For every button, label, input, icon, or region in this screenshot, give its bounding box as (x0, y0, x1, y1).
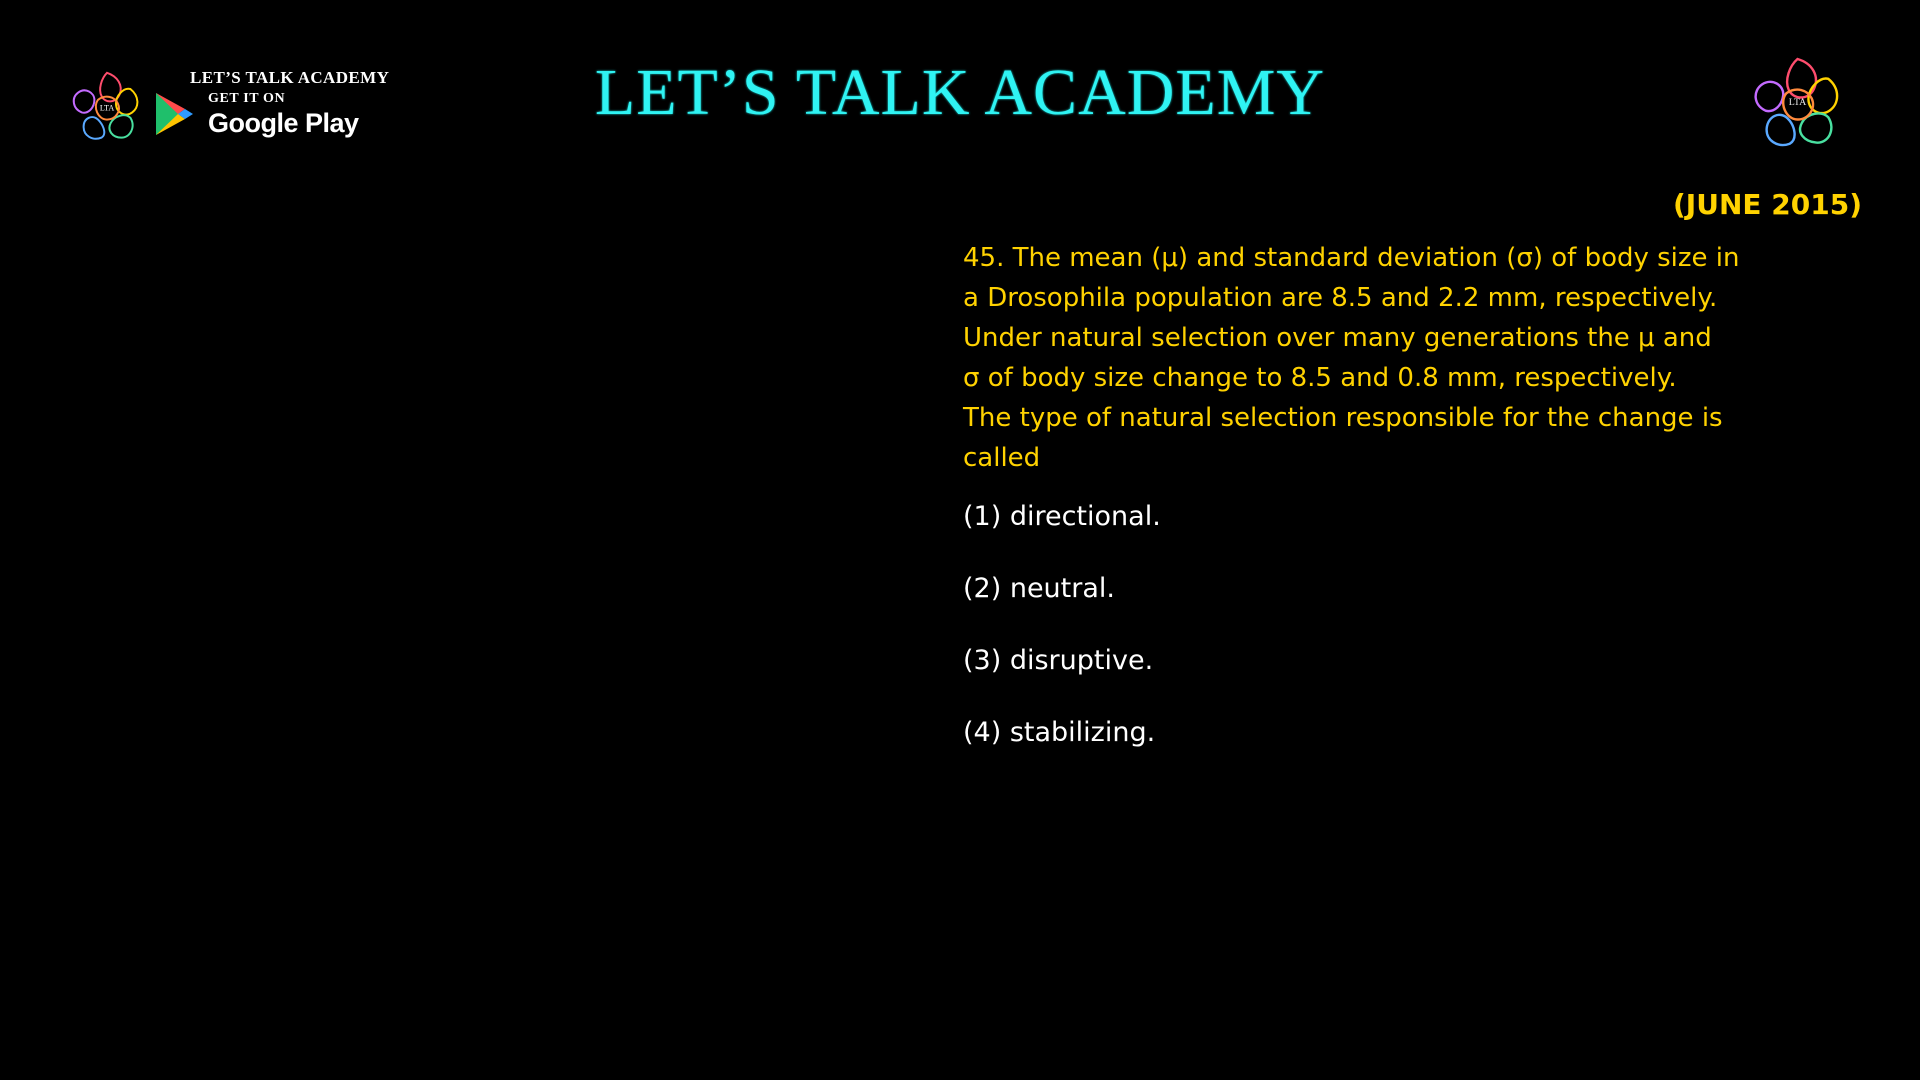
molecule-logo-right-svg (1740, 48, 1855, 158)
answer-option-1[interactable]: (1) directional. (963, 501, 1161, 532)
question-line: called (963, 443, 1041, 473)
page-title: LET’S TALK ACADEMY (594, 56, 1326, 129)
answer-option-3[interactable]: (3) disruptive. (963, 645, 1154, 676)
question-text (963, 238, 1868, 478)
answer-option-2[interactable]: (2) neutral. (963, 573, 1115, 604)
question-line: σ of body size change to 8.5 and 0.8 mm, respectively. (963, 363, 1677, 393)
question-line: The type of natural selection responsible for the change is (963, 403, 1723, 433)
exam-session-label: (JUNE 2015) (1673, 188, 1862, 221)
page-header (0, 0, 1920, 175)
play-badge-title: LET’S TALK ACADEMY (190, 68, 390, 87)
answer-option-4[interactable]: (4) stabilizing. (963, 717, 1156, 748)
question-line: a Drosophila population are 8.5 and 2.2 mm, respectively. (963, 283, 1718, 313)
play-badge-store-name: Google Play (208, 108, 359, 138)
answer-options (963, 500, 1868, 788)
svg-text:LTA: LTA (1788, 97, 1807, 109)
play-badge-getiton: GET IT ON (208, 91, 286, 106)
svg-text:LTA: LTA (99, 103, 115, 113)
question-line: Under natural selection over many generations the μ and (963, 323, 1712, 353)
question-line: 45. The mean (μ) and standard deviation (σ) of body size in (963, 243, 1740, 273)
molecule-logo-icon-right (1740, 48, 1855, 158)
